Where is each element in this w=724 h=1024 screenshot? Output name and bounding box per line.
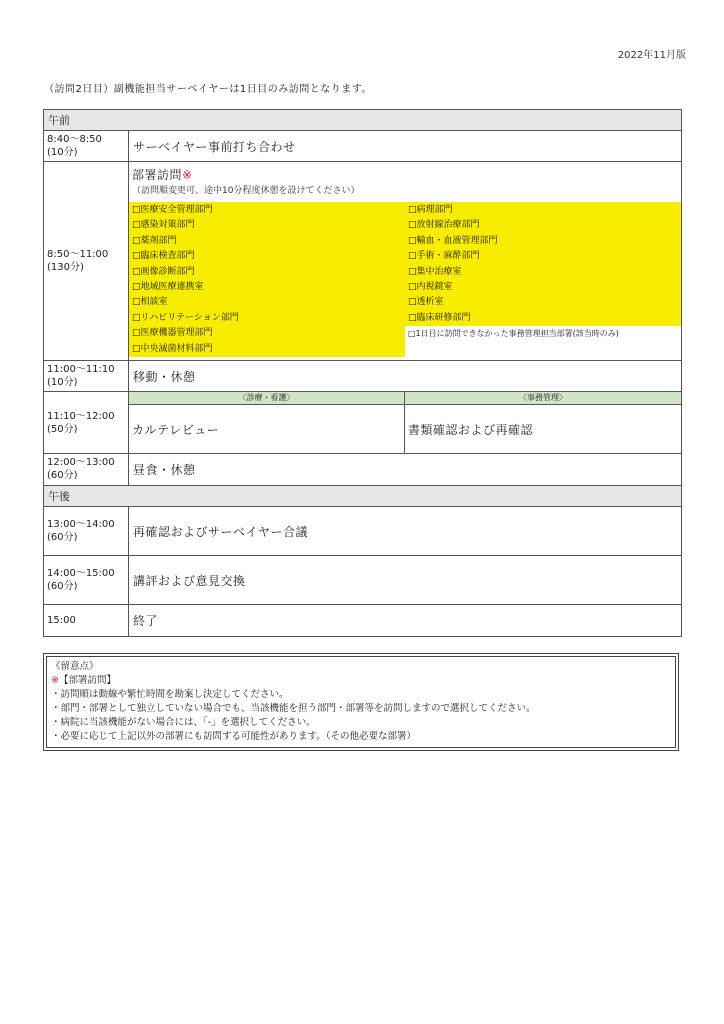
dept-checkbox-item[interactable]: □輸血・血液管理部門 xyxy=(408,235,498,246)
edition-label: 2022年11月版 xyxy=(617,50,686,61)
duration: (50分) xyxy=(47,423,78,435)
time-cell xyxy=(44,507,129,556)
dept-visit-title: 部署訪問※ xyxy=(132,168,193,182)
time-cell xyxy=(44,131,129,162)
dept-visit-cell xyxy=(129,162,682,361)
activity-title: 再確認およびサーベイヤー合議 xyxy=(129,507,682,556)
dept-checkbox-item[interactable]: □相談室 xyxy=(132,297,168,308)
note-line: ・病院に当該機能がない場合には、「-」を選択してください。 xyxy=(51,717,316,728)
dept-checkbox-item[interactable]: □地域医療連携室 xyxy=(132,282,204,293)
right-dept-list xyxy=(408,203,498,326)
time-range: 8:50〜11:00 xyxy=(47,249,109,260)
dept-visit-subtitle: （訪問順変更可、途中10分程度休憩を設けてください） xyxy=(132,186,360,196)
dept-checkbox-item[interactable]: □薬剤部門 xyxy=(132,235,177,246)
time-range: 11:10〜12:00 xyxy=(47,410,115,422)
am-header: 午前 xyxy=(44,110,682,131)
clinical-header: 〈診療・看護〉 xyxy=(129,392,405,405)
duration: (10分) xyxy=(47,147,78,158)
dept-checkbox-item[interactable]: □内視鏡室 xyxy=(408,282,453,293)
note-line: ・必要に応じて上記以外の部署にも訪問する可能性があります。（その他必要な部署） xyxy=(51,731,416,742)
document-check-title: 書類確認および再確認 xyxy=(405,405,682,454)
time-cell xyxy=(44,605,129,637)
admin-header: 〈事務管理〉 xyxy=(405,392,682,405)
dept-checkbox-extra[interactable]: □1日目に訪問できなかった事務管理担当部署(該当時のみ) xyxy=(408,329,619,338)
activity-title: 昼食・休憩 xyxy=(129,454,682,486)
dept-checkbox-item[interactable]: □臨床研修部門 xyxy=(408,312,471,323)
time-range: 8:40〜8:50 xyxy=(47,134,102,145)
duration: (130分) xyxy=(47,262,84,273)
duration: (60分) xyxy=(47,581,78,592)
duration: (10分) xyxy=(47,377,78,388)
notice-text: （訪問2日目）副機能担当サーベイヤーは1日目のみ訪問となります。 xyxy=(44,84,372,95)
dept-checkbox-item[interactable]: □医療安全管理部門 xyxy=(132,205,213,215)
asterisk-mark: ※ xyxy=(182,168,193,182)
asterisk-mark: ※ xyxy=(51,675,59,686)
notes-box xyxy=(43,653,679,751)
activity-title: 講評および意見交換 xyxy=(129,556,682,605)
chart-review-title: カルテレビュー xyxy=(129,405,405,454)
time-range: 14:00〜15:00 xyxy=(47,568,115,579)
duration: (60分) xyxy=(47,532,78,543)
dept-checkbox-item[interactable]: □感染対策部門 xyxy=(132,220,195,231)
activity-title: サーベイヤー事前打ち合わせ xyxy=(129,131,682,162)
time-cell xyxy=(44,361,129,392)
dept-checkbox-item[interactable]: □手術・麻酔部門 xyxy=(408,251,480,262)
duration: (60分) xyxy=(47,470,78,481)
dept-checkbox-item[interactable]: □放射線治療部門 xyxy=(408,220,480,231)
dept-checkbox-item[interactable]: □リハビリテーション部門 xyxy=(132,312,239,323)
note-line: ・訪問順は動線や繁忙時間を勘案し決定してください。 xyxy=(51,689,289,700)
time-range: 15:00 xyxy=(47,615,76,626)
time-cell xyxy=(44,162,129,361)
activity-title: 移動・休憩 xyxy=(129,361,682,392)
activity-title: 終了 xyxy=(129,605,682,637)
dept-checkbox-item[interactable]: □医療機器管理部門 xyxy=(132,328,213,339)
pm-header: 午後 xyxy=(44,486,682,507)
time-range: 11:00〜11:10 xyxy=(47,364,115,375)
notes-heading: 《留意点》 xyxy=(51,661,99,672)
dept-checkbox-item[interactable]: □病理部門 xyxy=(408,205,453,215)
note-line: ・部門・部署として独立していない場合でも、当該機能を担う部門・部署等を訪問しますので選択してください。 xyxy=(51,703,536,714)
dept-checkbox-item[interactable]: □画像診断部門 xyxy=(132,266,195,277)
dept-checkbox-item[interactable]: □中央滅菌材料部門 xyxy=(132,343,213,354)
dept-checkbox-item[interactable]: □臨床検査部門 xyxy=(132,251,195,262)
time-cell xyxy=(44,556,129,605)
time-range: 12:00〜13:00 xyxy=(47,457,115,468)
schedule-table xyxy=(43,109,682,637)
left-dept-list xyxy=(132,203,239,357)
time-cell xyxy=(44,454,129,486)
notes-subheading: ※【部署訪問】 xyxy=(51,675,116,686)
dept-checkbox-item[interactable]: □集中治療室 xyxy=(408,266,462,277)
dept-checkbox-item[interactable]: □透析室 xyxy=(408,297,444,308)
time-cell xyxy=(44,392,129,454)
time-range: 13:00〜14:00 xyxy=(47,519,115,530)
